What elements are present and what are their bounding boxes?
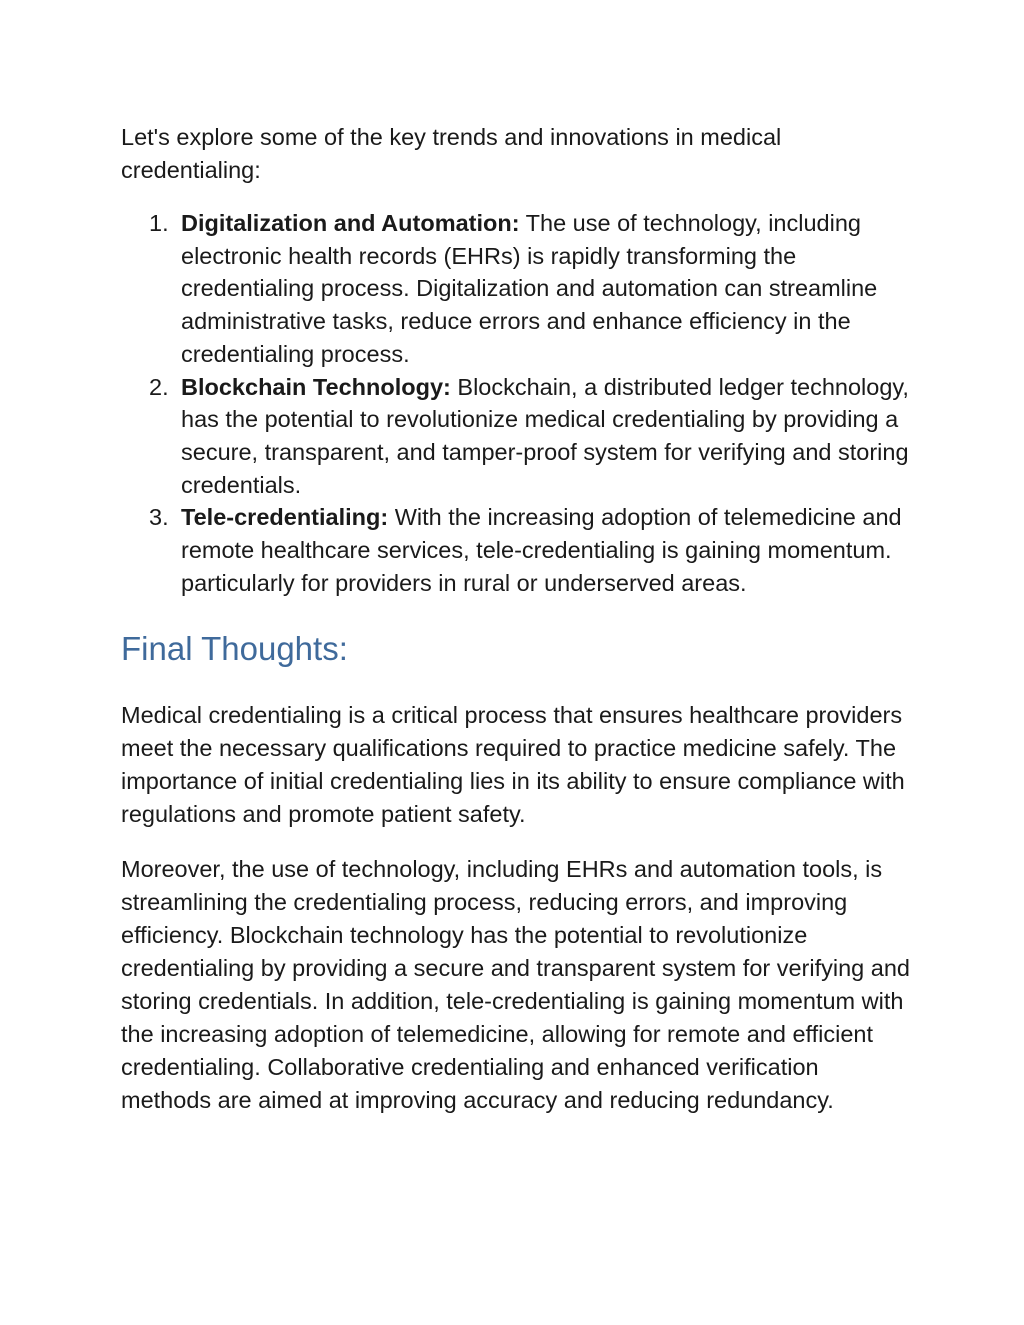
list-item-number: 2.	[149, 373, 169, 400]
document-page	[121, 121, 911, 1117]
intro-paragraph: Let's explore some of the key trends and innovations in medical credentialing:	[121, 124, 782, 183]
list-item	[121, 207, 911, 371]
list-item-number: 1.	[149, 210, 169, 236]
section-heading: Final Thoughts:	[121, 630, 348, 668]
list-item-text: Blockchain, a distributed ledger technology, has the potential to revolutionize medical credentialing by providing a secure, transparent, and tamper-proof system for verifying and storing credentials.	[181, 373, 909, 498]
final-paragraph: Moreover, the use of technology, including EHRs and automation tools, is streamlining the credentialing process, reducing errors, and improving efficiency. Blockchain technology has the potential to revolutionize credentialing by providing a secure and transparent system for verifying and storing credentials. In addition, tele-credentialing is gaining momentum with the increasing adoption of telemedicine, allowing for remote and efficient credentialing. Collaborative credentialing and enhanced verification methods are aimed at improving accuracy and reducing redundancy.	[121, 856, 910, 1114]
list-item	[121, 501, 911, 599]
list-item-text: With the increasing adoption of telemedicine and remote healthcare services, tele-credentialing is gaining momentum. particularly for providers in rural or underserved areas.	[181, 504, 902, 596]
list-item-term: Blockchain Technology:	[181, 373, 451, 400]
list-item-number: 3.	[149, 504, 169, 531]
trends-list	[121, 207, 911, 599]
list-item	[121, 371, 911, 502]
list-item-term: Digitalization and Automation:	[181, 210, 520, 236]
list-item-term: Tele-credentialing:	[181, 504, 389, 531]
list-item-text: The use of technology, including electronic health records (EHRs) is rapidly transforming the credentialing process. Digitalization and automation can streamline administrative tasks, reduce errors and enhance efficiency in the credentialing process.	[181, 210, 878, 367]
final-paragraph: Medical credentialing is a critical process that ensures healthcare providers meet the necessary qualifications required to practice medicine safely. The importance of initial credentialing lies in its ability to ensure compliance with regulations and promote patient safety.	[121, 702, 905, 828]
